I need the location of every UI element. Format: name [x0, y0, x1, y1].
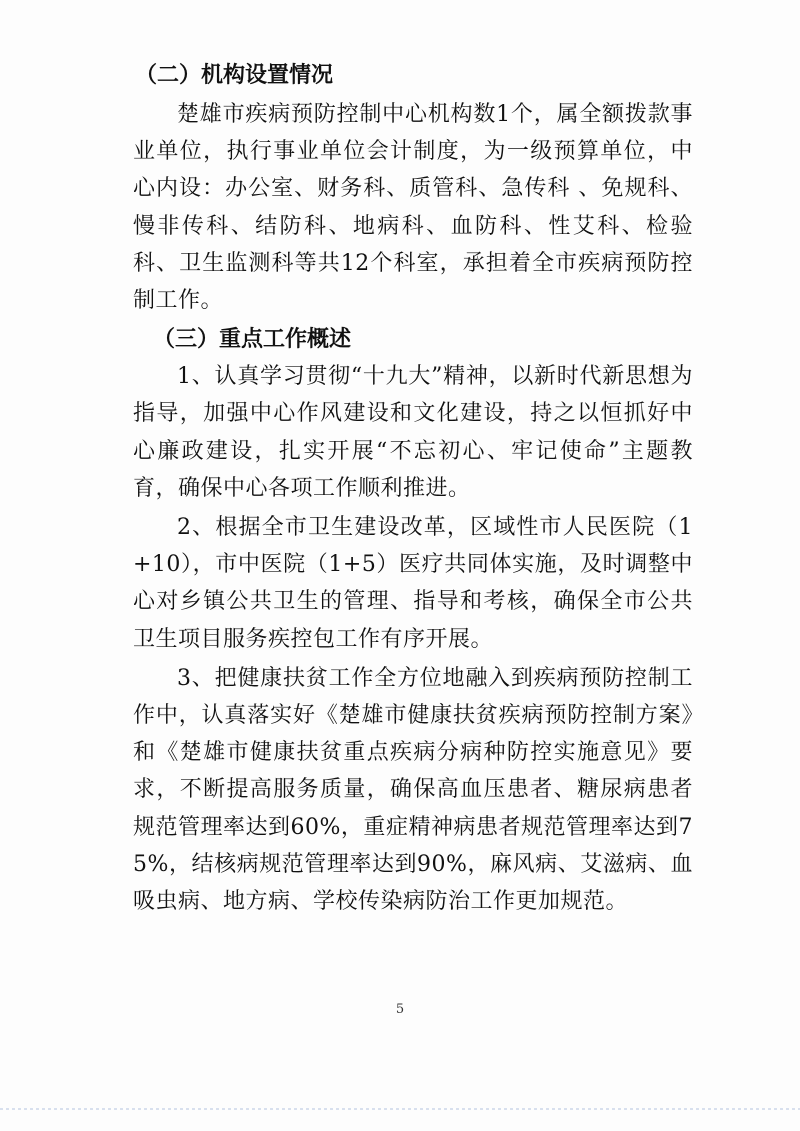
key-work-item-3: 3、把健康扶贫工作全方位地融入到疾病预防控制工作中，认真落实好《楚雄市健康扶贫疾病预防控制方案》和《楚雄市健康扶贫重点疾病分病种防控实施意见》要求，不断提高服务质量，确保高血压患者、糖尿病患者规范管理率达到60%，重症精神病患者规范管理率达到75%，结核病规范管理率达到90%，麻风病、艾滋病、血吸虫病、地方病、学校传染病防治工作更加规范。 — [133, 665, 693, 915]
document-body — [133, 58, 693, 920]
page-number: 5 — [395, 1002, 405, 1017]
section-heading-key-work: （三）重点工作概述 — [153, 327, 352, 353]
organization-paragraph: 楚雄市疾病预防控制中心机构数1个，属全额拨款事业单位，执行事业单位会计制度，为一级预算单位，中心内设：办公室、财务科、质管科、急传科 、免规科、慢非传科、结防科、地病科、血防科、性艾科、检验科、卫生监测科等共12个科室，承担着全市疾病预防控制工作。 — [133, 102, 693, 314]
scan-edge-line — [0, 1108, 800, 1110]
key-work-item-2: 2、根据全市卫生建设改革，区域性市人民医院（1+10），市中医院（1+5）医疗共同体实施，及时调整中心对乡镇公共卫生的管理、指导和考核，确保全市公共卫生项目服务疾控包工作有序开展。 — [133, 515, 693, 652]
key-work-item-1: 1、认真学习贯彻“十九大”精神，以新时代新思想为指导，加强中心作风建设和文化建设，持之以恒抓好中心廉政建设，扎实开展“不忘初心、牢记使命”主题教育，确保中心各项工作顺利推进。 — [133, 364, 693, 501]
section-heading-organization: （二）机构设置情况 — [135, 63, 334, 88]
